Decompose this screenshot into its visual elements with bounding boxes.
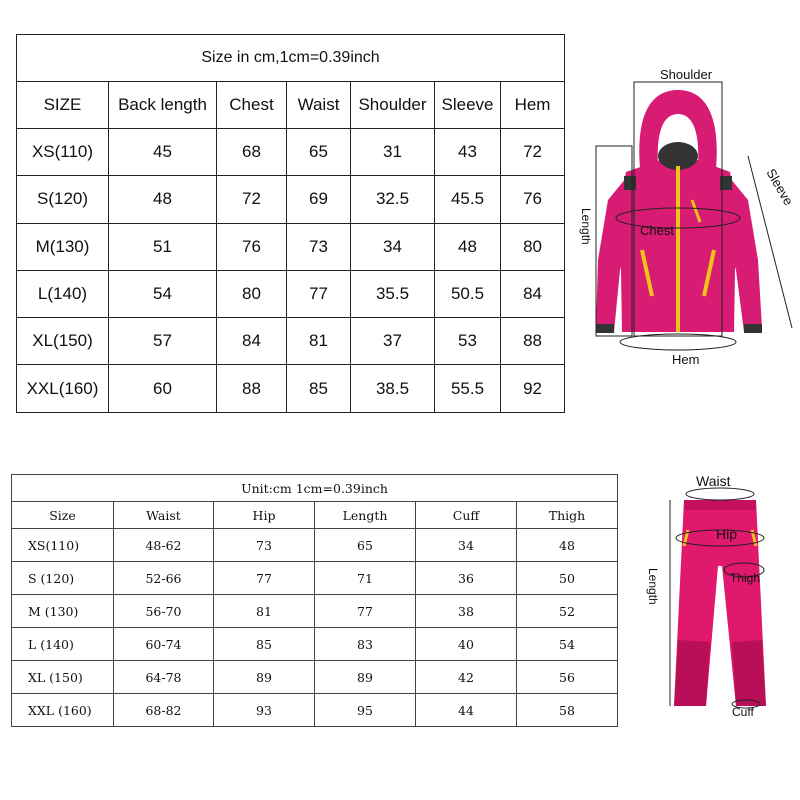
jacket-cell-back-length: 51 bbox=[109, 223, 217, 270]
jacket-cell-chest: 68 bbox=[217, 129, 287, 176]
pants-knee-panel-left bbox=[674, 640, 710, 706]
pants-cell-hip: 89 bbox=[214, 661, 315, 694]
pants-cell-length: 83 bbox=[315, 628, 416, 661]
jacket-label-length: Length bbox=[579, 208, 593, 245]
pants-cell-cuff: 44 bbox=[416, 694, 517, 727]
jacket-cell-back-length: 54 bbox=[109, 270, 217, 317]
jacket-cell-size: XS(110) bbox=[17, 129, 109, 176]
pants-cell-size: XXL (160) bbox=[12, 694, 114, 727]
jacket-cell-back-length: 45 bbox=[109, 129, 217, 176]
pants-cell-hip: 81 bbox=[214, 595, 315, 628]
pants-cell-size: S (120) bbox=[12, 562, 114, 595]
jacket-header-back-length: Back length bbox=[109, 82, 217, 129]
jacket-cell-shoulder: 35.5 bbox=[351, 270, 435, 317]
pants-header-waist: Waist bbox=[114, 502, 214, 529]
jacket-header-sleeve: Sleeve bbox=[435, 82, 501, 129]
pants-cell-thigh: 50 bbox=[517, 562, 618, 595]
jacket-cell-sleeve: 45.5 bbox=[435, 176, 501, 223]
pants-cell-waist: 68-82 bbox=[114, 694, 214, 727]
jacket-illustration bbox=[578, 60, 800, 380]
jacket-cell-shoulder: 38.5 bbox=[351, 365, 435, 412]
jacket-cell-back-length: 48 bbox=[109, 176, 217, 223]
pants-cell-waist: 52-66 bbox=[114, 562, 214, 595]
pants-cell-hip: 77 bbox=[214, 562, 315, 595]
pants-table-row bbox=[12, 661, 618, 694]
pants-cell-waist: 56-70 bbox=[114, 595, 214, 628]
pants-illustration bbox=[640, 470, 800, 720]
jacket-cell-back-length: 57 bbox=[109, 318, 217, 365]
jacket-cell-sleeve: 48 bbox=[435, 223, 501, 270]
jacket-cell-hem: 72 bbox=[501, 129, 565, 176]
jacket-cell-back-length: 60 bbox=[109, 365, 217, 412]
jacket-label-sleeve: Sleeve bbox=[763, 166, 797, 208]
pants-cell-size: M (130) bbox=[12, 595, 114, 628]
jacket-cell-size: M(130) bbox=[17, 223, 109, 270]
pants-cell-waist: 64-78 bbox=[114, 661, 214, 694]
pants-header-cuff: Cuff bbox=[416, 502, 517, 529]
jacket-left-cuff bbox=[596, 324, 614, 333]
pants-waist-guide bbox=[686, 488, 754, 500]
jacket-label-hem: Hem bbox=[672, 352, 700, 367]
pants-cell-cuff: 36 bbox=[416, 562, 517, 595]
jacket-cell-size: XXL(160) bbox=[17, 365, 109, 412]
jacket-cell-size: S(120) bbox=[17, 176, 109, 223]
jacket-cell-chest: 76 bbox=[217, 223, 287, 270]
jacket-cell-waist: 85 bbox=[287, 365, 351, 412]
pants-cell-hip: 85 bbox=[214, 628, 315, 661]
jacket-cell-chest: 88 bbox=[217, 365, 287, 412]
jacket-table-title: Size in cm,1cm=0.39inch bbox=[17, 35, 565, 82]
jacket-cell-size: XL(150) bbox=[17, 318, 109, 365]
jacket-cell-waist: 65 bbox=[287, 129, 351, 176]
pants-cell-length: 89 bbox=[315, 661, 416, 694]
jacket-cell-chest: 84 bbox=[217, 318, 287, 365]
pants-table-row bbox=[12, 595, 618, 628]
jacket-table-row bbox=[17, 365, 565, 412]
jacket-cell-hem: 80 bbox=[501, 223, 565, 270]
jacket-header-size: SIZE bbox=[17, 82, 109, 129]
pants-cell-waist: 48-62 bbox=[114, 529, 214, 562]
jacket-cell-waist: 73 bbox=[287, 223, 351, 270]
pants-diagram bbox=[640, 470, 800, 720]
pants-cell-cuff: 38 bbox=[416, 595, 517, 628]
jacket-zipper bbox=[676, 166, 680, 332]
pants-cell-cuff: 40 bbox=[416, 628, 517, 661]
pants-label-hip: Hip bbox=[716, 526, 738, 542]
jacket-table-row bbox=[17, 223, 565, 270]
pants-cell-length: 77 bbox=[315, 595, 416, 628]
jacket-table-row bbox=[17, 270, 565, 317]
jacket-header-chest: Chest bbox=[217, 82, 287, 129]
pants-size-table bbox=[11, 474, 618, 727]
pants-cell-hip: 93 bbox=[214, 694, 315, 727]
pants-cell-thigh: 58 bbox=[517, 694, 618, 727]
pants-cell-size: L (140) bbox=[12, 628, 114, 661]
jacket-table-row bbox=[17, 129, 565, 176]
pants-cell-cuff: 42 bbox=[416, 661, 517, 694]
jacket-table-row bbox=[17, 176, 565, 223]
pants-cell-cuff: 34 bbox=[416, 529, 517, 562]
jacket-cell-sleeve: 55.5 bbox=[435, 365, 501, 412]
jacket-label-chest: Chest bbox=[640, 223, 674, 238]
pants-waistband bbox=[684, 500, 756, 510]
jacket-cell-shoulder: 37 bbox=[351, 318, 435, 365]
pants-header-row bbox=[12, 502, 618, 529]
pants-header-thigh: Thigh bbox=[517, 502, 618, 529]
jacket-cell-chest: 72 bbox=[217, 176, 287, 223]
jacket-cell-size: L(140) bbox=[17, 270, 109, 317]
jacket-table-row bbox=[17, 318, 565, 365]
pants-cell-length: 65 bbox=[315, 529, 416, 562]
jacket-header-waist: Waist bbox=[287, 82, 351, 129]
pants-cell-size: XL (150) bbox=[12, 661, 114, 694]
jacket-cell-shoulder: 32.5 bbox=[351, 176, 435, 223]
jacket-hood-lining bbox=[658, 142, 698, 170]
jacket-size-table bbox=[16, 34, 565, 413]
pants-label-thigh: Thigh bbox=[730, 571, 761, 585]
pants-header-hip: Hip bbox=[214, 502, 315, 529]
jacket-cell-hem: 76 bbox=[501, 176, 565, 223]
jacket-cell-chest: 80 bbox=[217, 270, 287, 317]
pants-cell-thigh: 56 bbox=[517, 661, 618, 694]
pants-cell-thigh: 52 bbox=[517, 595, 618, 628]
pants-label-waist: Waist bbox=[696, 473, 731, 489]
pants-cell-length: 95 bbox=[315, 694, 416, 727]
pants-cell-size: XS(110) bbox=[12, 529, 114, 562]
pants-header-length: Length bbox=[315, 502, 416, 529]
pants-table-row bbox=[12, 694, 618, 727]
jacket-right-cuff bbox=[744, 324, 762, 333]
jacket-cell-hem: 92 bbox=[501, 365, 565, 412]
jacket-cell-sleeve: 53 bbox=[435, 318, 501, 365]
jacket-header-hem: Hem bbox=[501, 82, 565, 129]
jacket-header-row bbox=[17, 82, 565, 129]
pants-table-title: Unit:cm 1cm=0.39inch bbox=[12, 475, 618, 502]
pants-table-row bbox=[12, 562, 618, 595]
pants-label-cuff: Cuff bbox=[732, 705, 754, 719]
pants-cell-length: 71 bbox=[315, 562, 416, 595]
pants-cell-thigh: 54 bbox=[517, 628, 618, 661]
jacket-cell-sleeve: 43 bbox=[435, 129, 501, 176]
pants-table-row bbox=[12, 628, 618, 661]
jacket-cell-hem: 84 bbox=[501, 270, 565, 317]
jacket-cell-shoulder: 31 bbox=[351, 129, 435, 176]
pants-cell-waist: 60-74 bbox=[114, 628, 214, 661]
pants-table-row bbox=[12, 529, 618, 562]
jacket-cell-hem: 88 bbox=[501, 318, 565, 365]
jacket-cell-waist: 69 bbox=[287, 176, 351, 223]
jacket-cell-waist: 77 bbox=[287, 270, 351, 317]
jacket-cell-shoulder: 34 bbox=[351, 223, 435, 270]
pants-header-size: Size bbox=[12, 502, 114, 529]
jacket-label-shoulder: Shoulder bbox=[660, 67, 713, 82]
pants-label-length: Length bbox=[646, 568, 660, 605]
pants-cell-hip: 73 bbox=[214, 529, 315, 562]
jacket-cell-sleeve: 50.5 bbox=[435, 270, 501, 317]
jacket-cell-waist: 81 bbox=[287, 318, 351, 365]
pants-knee-panel-right bbox=[732, 640, 766, 706]
pants-cell-thigh: 48 bbox=[517, 529, 618, 562]
jacket-header-shoulder: Shoulder bbox=[351, 82, 435, 129]
jacket-diagram bbox=[578, 60, 800, 380]
